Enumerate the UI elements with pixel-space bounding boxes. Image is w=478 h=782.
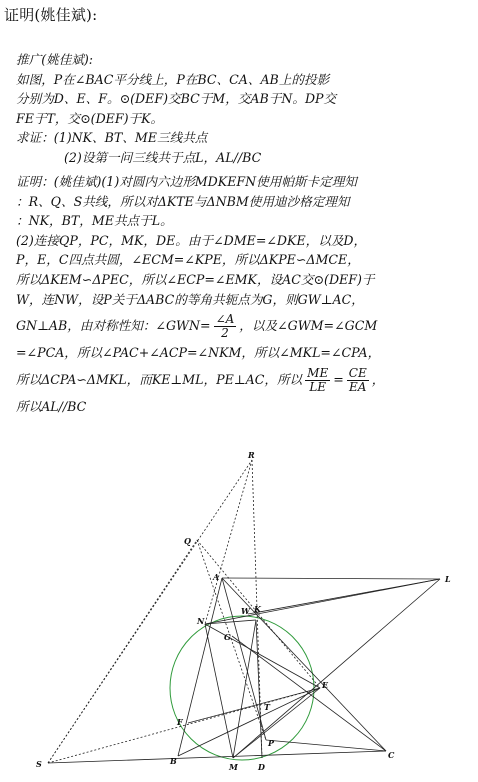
segment-kl [248,579,440,614]
label-e: E [322,680,329,690]
problem-statement [16,50,472,168]
label-w: W [241,606,250,616]
segment-ab [178,578,222,756]
fraction-numerator: CE [348,365,367,380]
label-s: S [36,759,42,769]
statement-line: FE于T，交⊙(DEF)于K。 [16,110,164,126]
fraction-numerator: ME [307,365,329,380]
gwn-text-post: ，以及∠GWM=∠GCM [239,318,378,334]
label-r: R [248,450,255,460]
label-a: A [213,572,220,582]
equals-sign: = [333,371,344,387]
ratio-me-le [305,367,330,394]
proof-line: 证明：(姚佳斌)(1)对圆内六边形MDKEFN使用帕斯卡定理知 [16,174,357,189]
label-g: G [224,632,231,642]
proof-section [16,172,472,416]
gwn-text: GN⊥AB，由对称性知：∠GWN= [16,318,211,334]
label-f: F [177,717,183,727]
proof-line: ：R、Q、S共线，所以对ΔKTE与ΔNBM使用迪沙格定理知 [16,193,350,209]
dashed-se [48,688,320,763]
fraction-denominator: LE [309,379,327,394]
fraction-numerator: ∠A [215,312,235,327]
proof-line: P，E，C四点共圆，∠ECM=∠KPE，所以ΔKPE∽ΔMCE， [16,252,360,268]
statement-heading: 推广(姚佳斌): [16,52,94,67]
proof-line: W，连NW，设P关于ΔABC的等角共轭点为G，则GW⊥AC， [16,291,364,307]
label-q: Q [184,536,191,546]
label-p: P [268,738,275,748]
page-title: 证明(姚佳斌): [4,6,98,24]
label-d: D [258,762,265,772]
dashed-qe [197,540,320,688]
label-k: K [254,604,261,614]
statement-line: 分别为D、E、F。⊙(DEF)交BC于M，交AB于N。DP交 [16,91,337,107]
segment-ne [205,624,320,688]
label-l: L [445,574,451,584]
segment-sc [48,751,386,763]
segment-fe [188,688,320,723]
proof-conclusion: 所以AL//BC [16,398,87,414]
proof-line-gwn [16,309,472,343]
segment-gc [232,636,386,751]
segment-al [222,578,440,579]
statement-claim-2: (2)设第一问三线共于点L，AL//BC [64,149,262,165]
proof-line: ：NK，BT，ME共点于L。 [16,213,173,229]
proof-line: =∠PCA，所以∠PAC+∠ACP=∠NKM，所以∠MKL=∠CPA， [16,345,381,361]
similar-text: 所以ΔCPA∽ΔMKL，而KE⊥ML，PE⊥AC，所以 [16,371,303,387]
proof-line: 所以ΔKEM∽ΔPEC，所以∠ECP=∠EMK，设AC交⊙(DEF)于 [16,271,375,287]
statement-line: 如图，P在∠BAC平分线上，P在BC、CA、AB上的投影 [16,71,330,87]
segment-ml [233,579,440,758]
label-b: B [170,756,177,766]
label-t: T [264,702,270,712]
dashed-qp [197,540,266,740]
ratio-ce-ea [347,367,369,394]
segment-bt [178,688,320,756]
angle-fraction [214,313,237,340]
similar-text-post: ， [371,371,385,387]
segment-pc [266,740,386,751]
fraction-denominator: EA [349,379,367,394]
label-n: N [197,616,205,626]
segment-nm [205,624,233,758]
label-c: C [388,750,395,760]
dashed-sq [48,540,197,763]
proof-line: (2)连接QP，PC，MK，DE。由于∠DME=∠DKE，以及D， [16,232,367,248]
segment-ap [222,578,266,740]
circle-def [170,616,314,760]
fraction-denominator: 2 [221,326,229,341]
dashed-sr [48,460,252,763]
statement-claim-1: 求证：(1)NK、BT、ME三线共点 [16,130,208,146]
geometry-figure [0,440,478,782]
proof-line-similar [16,363,472,397]
label-m: M [229,762,238,772]
dashed-rn [205,460,252,624]
